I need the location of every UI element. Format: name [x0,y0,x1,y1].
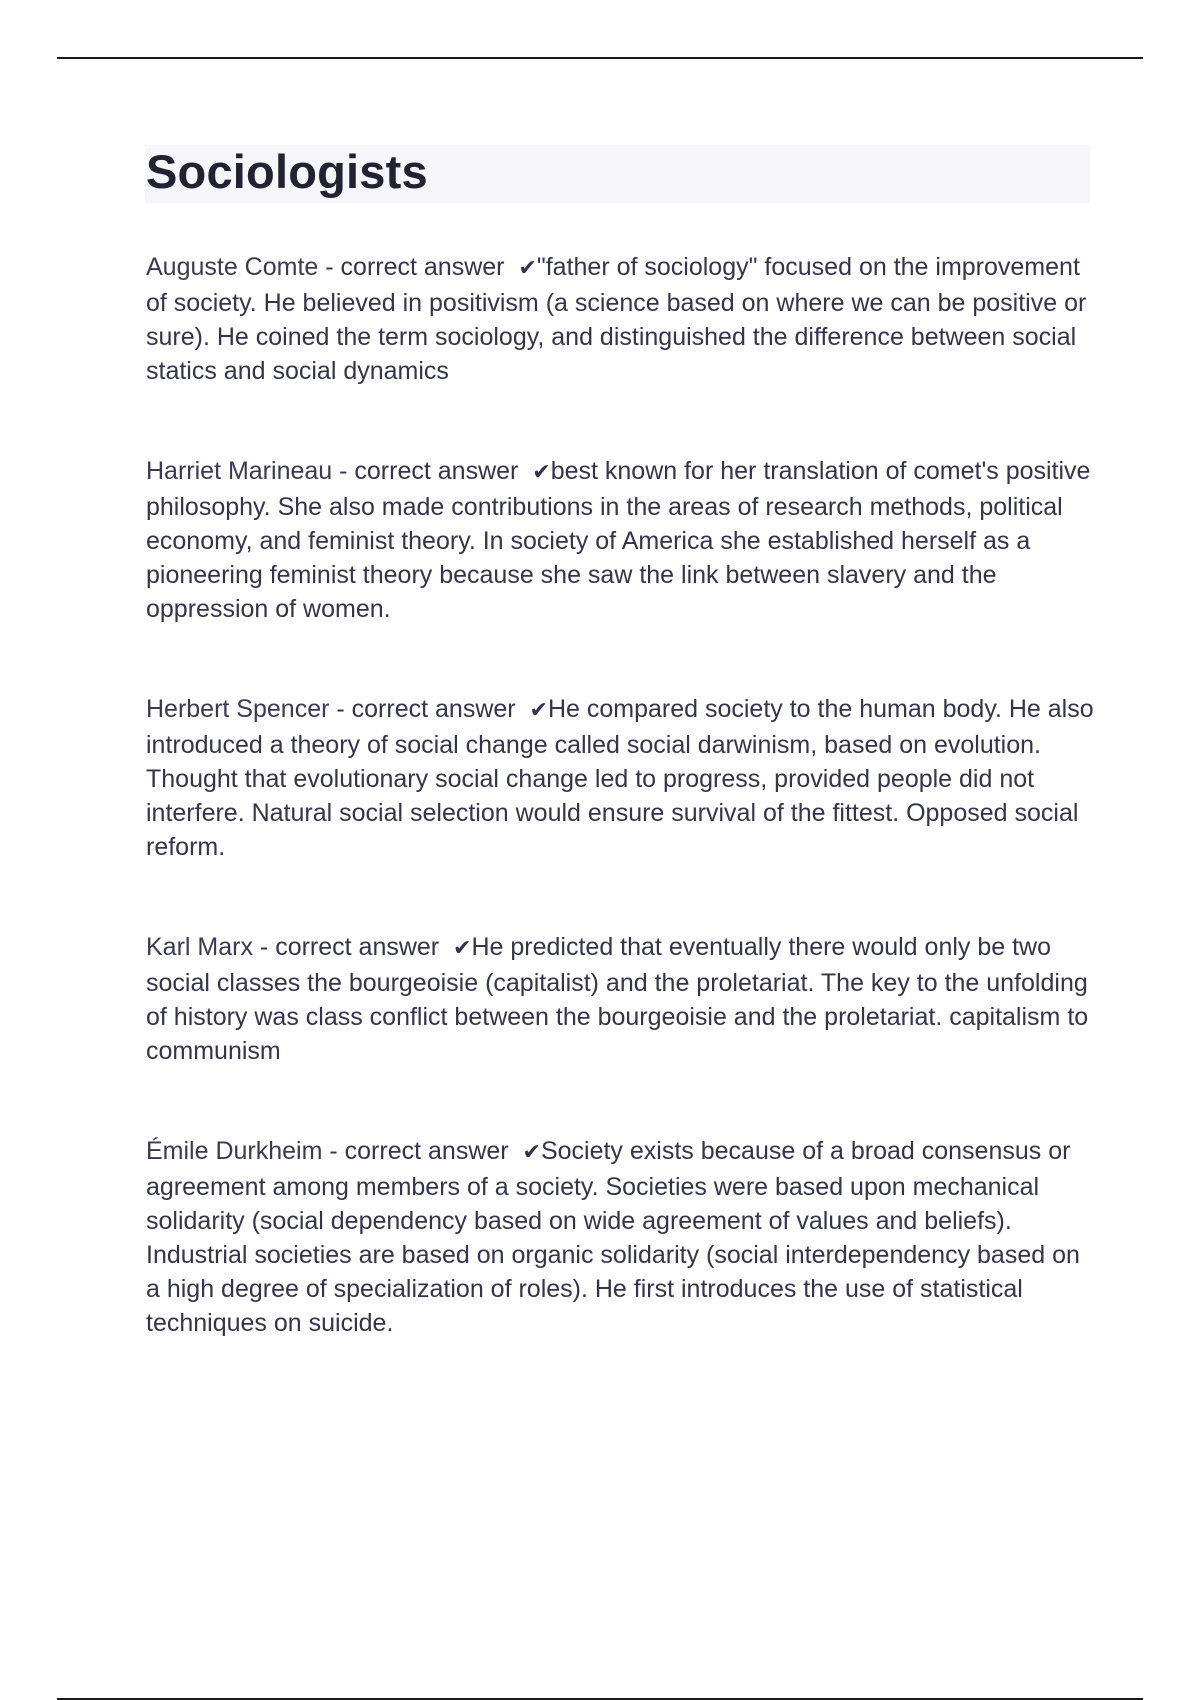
check-icon: ✔ [453,936,472,961]
entry-auguste-comte: Auguste Comte - correct answer ✔"father of sociology" focused on the improvement of society. He believed in positivism (a science based on where we can be positive or sure). He coined the term sociology, and distinguished the difference between social statics and social dynamics [146,253,1087,385]
entry-definition: He predicted that eventually there would only be two social classes the bourgeoisie (capitalist) and the proletariat. The key to the unfolding of history was class conflict between the bourgeoisie and the proletariat. capitalism to communism [146,933,1089,1065]
entry-term: Auguste Comte [146,253,319,281]
entry-label: correct answer [344,1137,509,1165]
entry-harriet-marineau: Harriet Marineau - correct answer ✔best known for her translation of comet's positive philosophy. She also made contributions in the areas of research methods, political economy, and feminist theory. In society of America she established herself as a pioneering feminist theory because she saw the link between slavery and the oppression of women. [146,457,1091,623]
entry-term: Harriet Marineau [146,457,333,485]
entry-label: correct answer [340,253,505,281]
entry-emile-durkheim: Émile Durkheim - correct answer ✔Society exists because of a broad consensus or agreement among members of a society. Societies were based upon mechanical solidarity (social dependency based on wide agreement of values and beliefs). Industrial societies are based on organic solidarity (social interdependency based on a high degree of specialization of roles). He first introduces the use of statistical techniques on suicide. [146,1137,1080,1337]
entry-list [146,250,1096,1340]
entry-label: correct answer [354,457,519,485]
entry-definition: best known for her translation of comet's positive philosophy. She also made contributions in the areas of research methods, political economy, and feminist theory. In society of America she established herself as a pioneering feminist theory because she saw the link between slavery and the oppression of women. [146,457,1091,623]
entry-definition: Society exists because of a broad consensus or agreement among members of a society. Societies were based upon mechanical solidarity (social dependency based on wide agreement of values and beliefs). Industrial societies are based on organic solidarity (social interdependency based on a high degree of specialization of roles). He first introduces the use of statistical techniques on suicide. [146,1137,1080,1337]
entry-term: Émile Durkheim [146,1137,323,1165]
top-rule [57,57,1143,59]
entry-karl-marx: Karl Marx - correct answer ✔He predicted that eventually there would only be two social classes the bourgeoisie (capitalist) and the proletariat. The key to the unfolding of history was class conflict between the bourgeoisie and the proletariat. capitalism to communism [146,933,1089,1065]
entry-label: correct answer [351,695,516,723]
entry-term: Herbert Spencer [146,695,330,723]
check-icon: ✔ [529,698,548,723]
entry-label: correct answer [275,933,440,961]
entry-term: Karl Marx [146,933,253,961]
entry-herbert-spencer: Herbert Spencer - correct answer ✔He compared society to the human body. He also introduced a theory of social change called social darwinism, based on evolution. Thought that evolutionary social change led to progress, provided people did not interfere. Natural social selection would ensure survival of the fittest. Opposed social reform. [146,695,1094,861]
page-title: Sociologists [146,145,428,198]
check-icon: ✔ [518,256,537,281]
entry-definition: "father of sociology" focused on the improvement of society. He believed in positivism (a science based on where we can be positive or sure). He coined the term sociology, and distinguished the difference between social statics and social dynamics [146,253,1087,385]
entry-definition: He compared society to the human body. He also introduced a theory of social change called social darwinism, based on evolution. Thought that evolutionary social change led to progress, provided people did not interfere. Natural social selection would ensure survival of the fittest. Opposed social reform. [146,695,1094,861]
check-icon: ✔ [532,460,551,485]
check-icon: ✔ [522,1140,541,1165]
